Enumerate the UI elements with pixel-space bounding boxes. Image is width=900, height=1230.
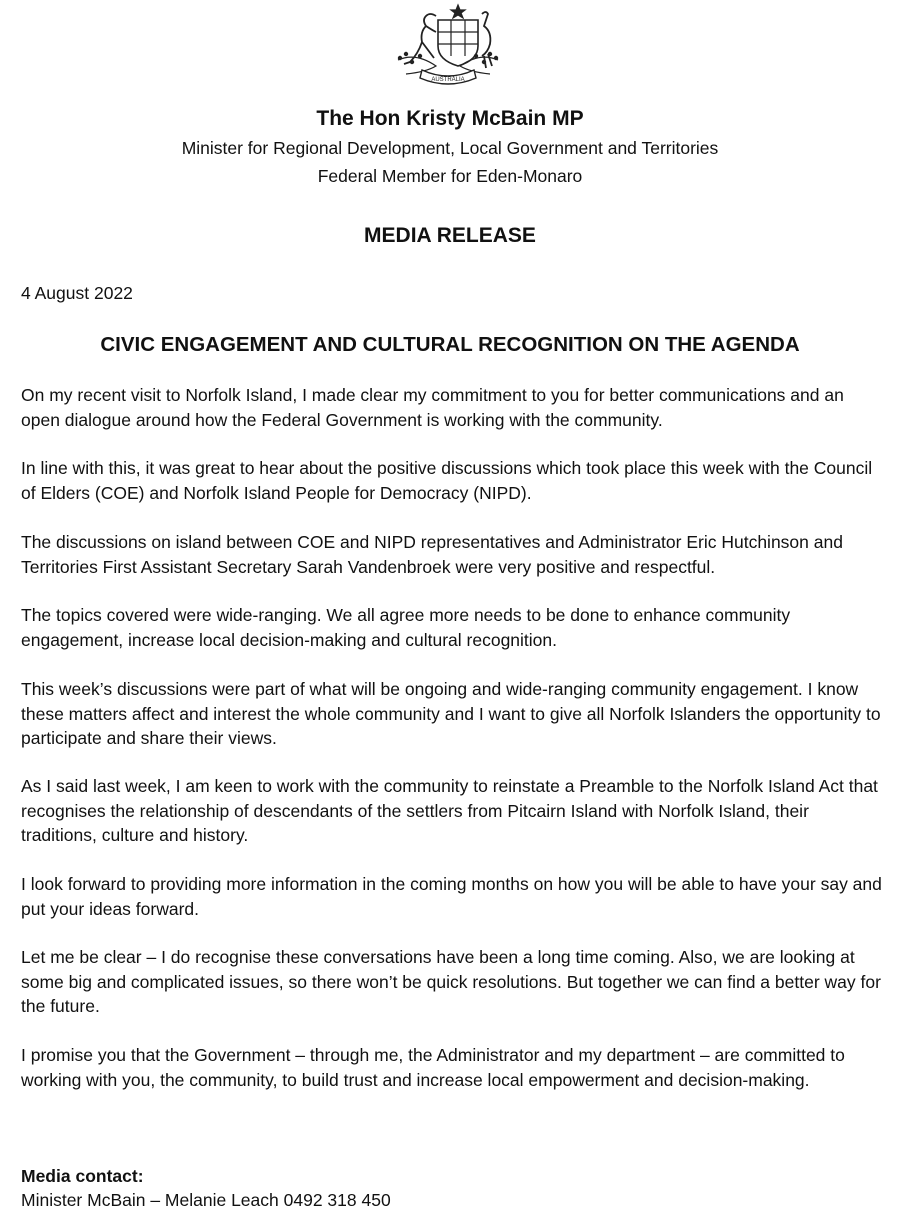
- body-paragraph: As I said last week, I am keen to work with the community to reinstate a Preamble to the Norfolk Island Act that recognises the relationship of descendants of the settlers from Pitcairn Island with Norfolk Island, their traditions, culture and history.: [21, 776, 878, 845]
- body-paragraph: This week’s discussions were part of what will be ongoing and wide-ranging community engagement. I know these matters affect and interest the whole community and I want to give all Norfolk Islanders the opportunity to participate and share their views.: [21, 679, 881, 748]
- body-paragraph: Let me be clear – I do recognise these conversations have been a long time coming. Also, we are looking at some big and complicated issues, so there won’t be quick resolutions. But together we can find a better way for the future.: [21, 947, 881, 1016]
- body-paragraph: I look forward to providing more information in the coming months on how you will be able to have your say and put your ideas forward.: [21, 874, 882, 919]
- media-contact-label: Media contact:: [21, 1166, 144, 1186]
- body-paragraph: The discussions on island between COE and NIPD representatives and Administrator Eric Hutchinson and Territories First Assistant Secretary Sarah Vandenbroek were very positive and respectful.: [21, 532, 843, 577]
- document-type-heading: MEDIA RELEASE: [364, 224, 536, 247]
- body-paragraph: I promise you that the Government – through me, the Administrator and my department – are committed to working with you, the community, to build trust and increase local empowerment and decision-making.: [21, 1045, 845, 1090]
- release-date: 4 August 2022: [21, 283, 133, 303]
- body-paragraph: The topics covered were wide-ranging. We all agree more needs to be done to enhance community engagement, increase local decision-making and cultural recognition.: [21, 605, 791, 650]
- minister-name: The Hon Kristy McBain MP: [316, 107, 584, 130]
- australian-coat-of-arms-icon: [386, 2, 510, 88]
- body-paragraph: On my recent visit to Norfolk Island, I made clear my commitment to you for better communications and an open dialogue around how the Federal Government is working with the community.: [21, 385, 844, 430]
- svg-text:AUSTRALIA: AUSTRALIA: [431, 77, 465, 83]
- minister-role: Minister for Regional Development, Local Government and Territories: [181, 138, 719, 158]
- minister-seat: Federal Member for Eden-Monaro: [317, 166, 583, 186]
- media-contact-details: Minister McBain – Melanie Leach 0492 318 450: [21, 1190, 391, 1210]
- body-paragraph: In line with this, it was great to hear about the positive discussions which took place this week with the Council of Elders (COE) and Norfolk Island People for Democracy (NIPD).: [21, 458, 873, 503]
- release-headline: CIVIC ENGAGEMENT AND CULTURAL RECOGNITION ON THE AGENDA: [100, 333, 800, 356]
